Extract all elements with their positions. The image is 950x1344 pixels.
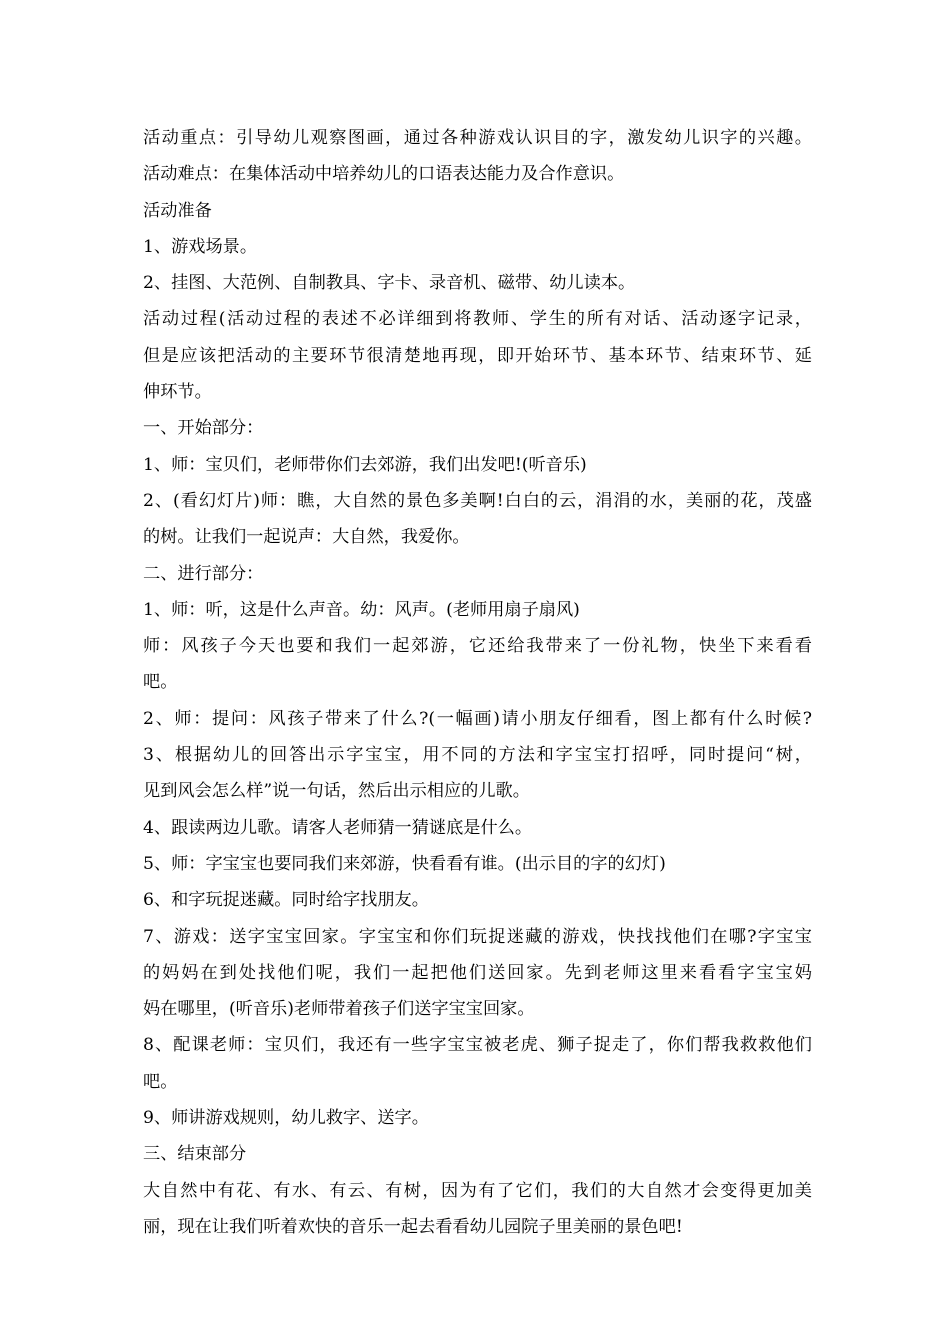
text-line: 8、配课老师：宝贝们，我还有一些字宝宝被老虎、狮子捉走了，你们帮我救救他们 [143, 1035, 812, 1056]
text-line: 2、(看幻灯片)师：瞧，大自然的景色多美啊!白白的云，涓涓的水，美丽的花，茂盛 [143, 490, 812, 511]
text-line: 伸环节。 [143, 382, 212, 403]
text-line: 3、根据幼儿的回答出示字宝宝，用不同的方法和字宝宝打招呼，同时提问“树， [143, 745, 812, 766]
section-heading: 二、进行部分： [143, 563, 264, 584]
text-line: 1、师：宝贝们，老师带你们去郊游，我们出发吧!(听音乐) [143, 454, 587, 475]
text-line: 的树。让我们一起说声：大自然，我爱你。 [143, 527, 470, 548]
text-line: 的妈妈在到处找他们呢，我们一起把他们送回家。先到老师这里来看看字宝宝妈 [143, 962, 812, 983]
text-line: 丽，现在让我们听着欢快的音乐一起去看看幼儿园院子里美丽的景色吧! [143, 1216, 683, 1237]
text-line: 但是应该把活动的主要环节很清楚地再现，即开始环节、基本环节、结束环节、延 [143, 345, 812, 366]
text-line: 6、和字玩捉迷藏。同时给字找朋友。 [143, 890, 429, 911]
text-line: 1、游戏场景。 [143, 236, 258, 257]
text-line: 2、师：提问：风孩子带来了什么?(一幅画)请小朋友仔细看，图上都有什么时候? [143, 708, 812, 729]
text-line: 活动难点：在集体活动中培养幼儿的口语表达能力及合作意识。 [143, 164, 625, 185]
text-line: 师：风孩子今天也要和我们一起郊游，它还给我带来了一份礼物，快坐下来看看 [143, 636, 812, 657]
text-line: 吧。 [143, 1071, 178, 1092]
text-line: 吧。 [143, 672, 178, 693]
section-heading: 活动准备 [143, 200, 212, 221]
text-line: 妈在哪里，(听音乐)老师带着孩子们送字宝宝回家。 [143, 999, 535, 1020]
text-line: 2、挂图、大范例、自制教具、字卡、录音机、磁带、幼儿读本。 [143, 273, 636, 294]
text-line: 见到风会怎么样”说一句话，然后出示相应的儿歌。 [143, 781, 530, 802]
text-line: 5、师：字宝宝也要同我们来郊游，快看看有谁。(出示目的字的幻灯) [143, 853, 666, 874]
text-line: 1、师：听，这是什么声音。幼：风声。(老师用扇子扇风) [143, 599, 580, 620]
text-line: 4、跟读两边儿歌。请客人老师猜一猜谜底是什么。 [143, 817, 533, 838]
text-line: 大自然中有花、有水、有云、有树，因为有了它们，我们的大自然才会变得更加美 [143, 1180, 812, 1201]
text-line: 7、游戏：送字宝宝回家。字宝宝和你们玩捉迷藏的游戏，快找找他们在哪?字宝宝 [143, 926, 812, 947]
section-heading: 三、结束部分 [143, 1144, 247, 1165]
section-heading: 一、开始部分： [143, 418, 264, 439]
text-line: 9、师讲游戏规则，幼儿救字、送字。 [143, 1108, 429, 1129]
text-line: 活动过程(活动过程的表述不必详细到将教师、学生的所有对话、活动逐字记录， [143, 309, 812, 330]
text-line: 活动重点：引导幼儿观察图画，通过各种游戏认识目的字，激发幼儿识字的兴趣。 [143, 128, 812, 148]
